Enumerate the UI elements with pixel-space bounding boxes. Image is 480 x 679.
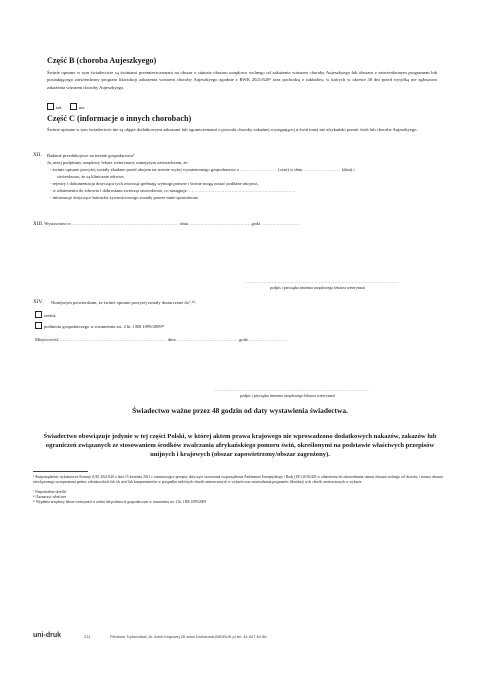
section-xiv-text: Niniejszym potwierdzam, że świnie opisane powyżej zostały dostarczone do⁷,¹⁰: [51,300,196,305]
footer-phone: tel. 44 647 84 86 [236,634,267,639]
section-xii-line5: - w odniesieniu do zdrowia i dobrostanu zwierząt stwierdzono, co następuje: ........................................................................... [50,188,296,193]
footnote-7: ⁷ Niepotrzebne skreślić [33,490,67,494]
place-field-2[interactable]: ........................................................................... [59,337,167,342]
section-xii-number: XII. [33,152,42,158]
section-xiv-opt2: podmiotu gospodarczego w rozumieniu art. 2 lit. l RR 1099/2009¹¹ [35,322,164,330]
label-no: nie [78,105,85,110]
date-field[interactable]: ........................................... [189,221,251,226]
part-c-body: Świnie opisane w tym świadectwie nie są objęte dodatkowymi zakazami lub ograniczeniami z powodu choroby zakaźnej występującej u świń innej niż afrykański pomór świń lub choroba Aujeszkyego. [47,127,418,132]
part-b-choice [47,103,85,111]
section-xii-line4: - rejestry i dokumentacja dotycząca tych zwierząt spełniają wymogi prawne i świnie mogą zostać poddane ubojowi, [50,181,259,186]
section-xiii-row: XIII. Wystawiono w ........................................................................... dnia ........................................... godz. .......................... [33,221,300,227]
signature-line-1[interactable]: ............................................................................................................ [245,279,399,284]
footnote-11: ¹¹ Wypełnia urzędowy lekarz weterynarii w rzeźni lub podmiocie gospodarczym w rozumieniu art. 2 lit. l RR 1099/2009 [33,500,207,504]
part-b-title: Część B (choroba Aujeszkyego) [47,56,157,65]
validity-statement: Świadectwo ważne przez 48 godzin od daty wystawienia świadectwa. [132,406,348,415]
section-xii-line3: stwierdzono, że są klinicznie zdrowe; [57,174,125,179]
footnote-6: ⁶ Rozporządzenie wykonawcze Komisji (UE) 2021/620 z dnia 15 kwietnia 2021 r. ustanawiające przepisy dotyczące stosowania rozporządzenia Parlamentu Europejskiego i Rady (UE) 2016/429 w odniesieniu do zatwierdzania statusu obszaru wolnego od choroby i statusu obszaru niewłączonego szczepieniami państw członkowskich lub ich stref lub kompartmentów w przypadku niektórych chorób umieszczonych w wykazie oraz zatwierdzania programów likwidacji tych chorób umieszczonych w wykazie [33,475,443,484]
footer-page-number: 211 [84,634,91,639]
section-xiv-place-row: Miejscowość ........................................................................... dnia ........................................... godz. .......................... [35,337,288,342]
checkbox-yes[interactable] [47,103,54,110]
signature-line-2[interactable]: ............................................................................................................ [215,387,369,392]
section-xiv-opt1: rzeźni; [35,311,56,319]
section-xii-line1: Ja, niżej podpisany urzędowy lekarz weterynarii, niniejszym zaświadczam, że: [47,160,189,165]
section-xiii-number: XIII. [33,221,44,227]
checkbox-slaughterhouse[interactable] [35,311,42,318]
section-xii-line6: - informacje dotyczące łańcucha żywnościowego zostały przeze mnie sprawdzone. [50,195,200,200]
date-field-2[interactable]: ........................................... [176,337,239,342]
territorial-notice: Świadectwo obowiązuje jedynie w tej części Polski, w której aktem prawa krajowego nie wprowadzono dodatkowych nakazów, zakazów lub ograniczeń związanych ze stosowaniem środków zwalczania afrykańskiego pomoru świń, określonymi na podstawie właściwych przepisów unijnych i krajowych (obszar zapowietrzony/obszar zagrożony). [43,433,437,459]
footer-contact [110,634,267,639]
signature-caption-2: podpis i pieczątka imienna urzędowego lekarza weterynarii [240,393,336,398]
place-field[interactable]: ........................................................................... [72,221,180,226]
label-yes: tak [56,105,62,110]
part-c-title: Część C (informacje o innych chorobach) [47,114,192,123]
footer-site[interactable]: www.DrukarniaUNIDRUK.pl [186,634,236,639]
part-b-body: Świnie opisane w tym świadectwie są świniami przemieszczanymi na obszar o statusie obszaru urzędowo wolnego od zakażenia wirusem choroby Aujeszkyego lub obszaru z zatwierdzonym programem lub posiadającego zatwierdzony program likwidacji zakażenia wirusem choroby Aujeszkyego zgodnie z RWK 2021/620⁶ oraz pochodzą z zakładów, w których w okresie 30 dni przed wysyłką nie zgłoszono zakażenia wirusem choroby Aujeszkyego. [47,70,437,90]
signature-caption-1: podpis i pieczątka imienna urzędowego lekarza weterynarii [270,285,366,290]
section-xii-line2: - świnie opisane powyżej zostały zbadane przed ubojem na terenie wyżej wymienionego gospodarstwa o .......................... (czas) w dniu .......................... (data) i [50,167,355,172]
checkbox-no[interactable] [70,103,77,110]
footnote-10: ¹⁰ Zaznaczyć właściwe [33,495,67,499]
footnote-divider [33,471,88,472]
section-xiv-number: XIV. [33,299,43,305]
hour-field-2[interactable]: .......................... [250,337,288,342]
printer-logo: uni-druk [33,632,61,639]
section-xii-heading: Badanie przedubojowe na terenie gospodarstwa⁷ [47,153,135,158]
hour-field[interactable]: .......................... [262,221,300,226]
footer-address: Pieńków Trybunalski, Al. Armii Krajowej 26 [110,634,186,639]
checkbox-operator[interactable] [35,322,42,329]
